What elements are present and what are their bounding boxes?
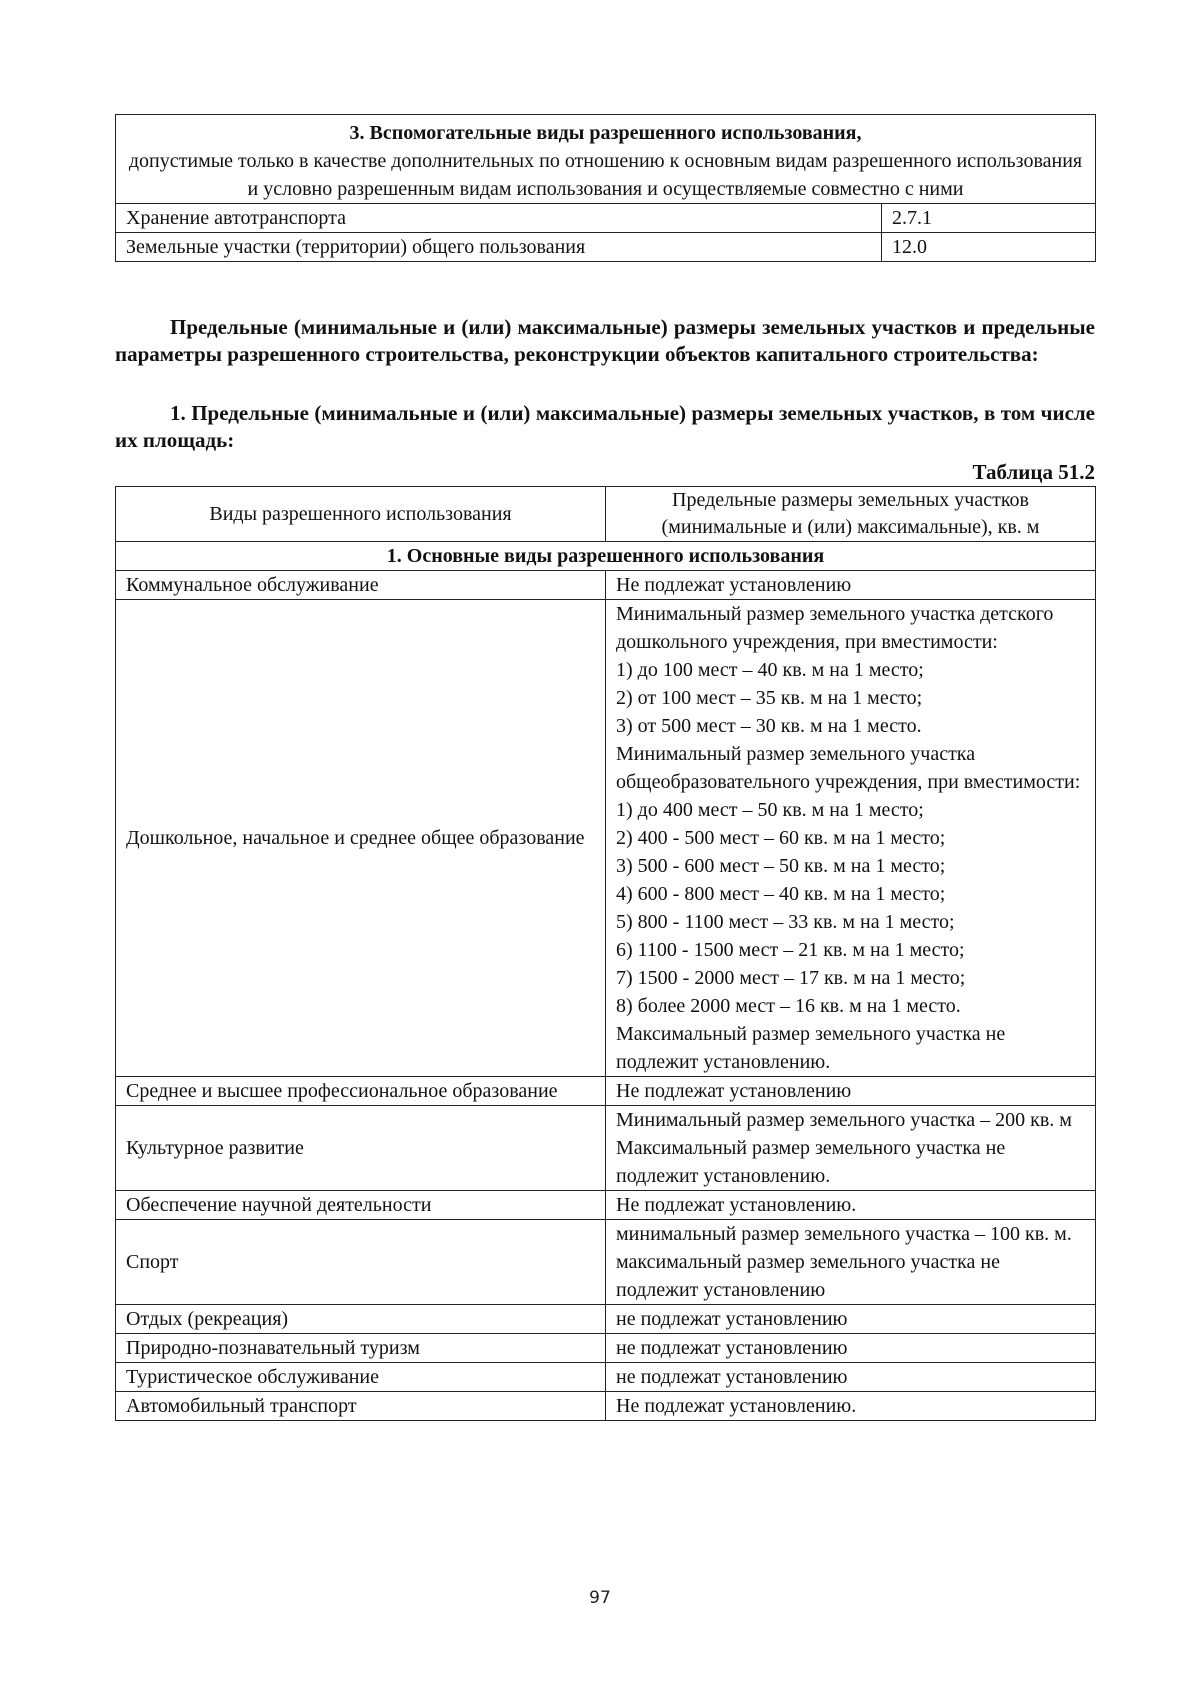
table-row (116, 600, 1096, 1077)
use-name-cell: Автомобильный транспорт (116, 1392, 606, 1421)
table-row (116, 1392, 1096, 1421)
use-name-cell: Спорт (116, 1220, 606, 1305)
auxiliary-uses-table (115, 114, 1096, 262)
size-value-cell: Не подлежат установлению (606, 571, 1096, 600)
table-header-row (116, 487, 1096, 542)
size-value-cell: Не подлежат установлению. (606, 1392, 1096, 1421)
page-number: 97 (589, 1588, 611, 1608)
plot-sizes-table (115, 486, 1096, 1421)
table-row (116, 571, 1096, 600)
use-name-cell: Дошкольное, начальное и среднее общее образование (116, 600, 606, 1077)
use-code-cell: 2.7.1 (882, 204, 1096, 233)
use-name-cell: Обеспечение научной деятельности (116, 1191, 606, 1220)
size-value-cell: минимальный размер земельного участка – 100 кв. м. максимальный размер земельного участка не подлежит установлению (606, 1220, 1096, 1305)
section-title: 1. Основные виды разрешенного использования (116, 542, 1096, 571)
auxiliary-uses-header (116, 115, 1096, 204)
auxiliary-uses-header-row (116, 115, 1096, 204)
use-name-cell: Хранение автотранспорта (116, 204, 882, 233)
use-name-cell: Земельные участки (территории) общего пользования (116, 233, 882, 262)
auxiliary-uses-title: 3. Вспомогательные виды разрешенного использования, (349, 122, 862, 144)
table-row (116, 1220, 1096, 1305)
use-name-cell: Среднее и высшее профессиональное образование (116, 1077, 606, 1106)
use-name-cell: Природно-познавательный туризм (116, 1334, 606, 1363)
size-value-cell: не подлежат установлению (606, 1334, 1096, 1363)
use-name-cell: Культурное развитие (116, 1106, 606, 1191)
use-name-cell: Туристическое обслуживание (116, 1363, 606, 1392)
limits-intro-paragraph: Предельные (минимальные и (или) максимальные) размеры земельных участков и предельные параметры разрешенного строительства, реконструкции объектов капитального строительства: (115, 315, 1095, 366)
table-row (116, 1191, 1096, 1220)
size-value-cell: Минимальный размер земельного участка детского дошкольного учреждения, при вместимости: 1) до 100 мест – 40 кв. м на 1 место; 2) от 100 мест – 35 кв. м на 1 место; 3) от 500 мест – 30 кв. м на 1 место. Минимальный размер земельного участка общеобразовательного учреждения, при вместимости: 1) до 400 мест – 50 кв. м на 1 место; 2) 400 - 500 мест – 60 кв. м на 1 место; 3) 500 - 600 мест – 50 кв. м на 1 место; 4) 600 - 800 мест – 40 кв. м на 1 место; 5) 800 - 1100 мест – 33 кв. м на 1 место; 6) 1100 - 1500 мест – 21 кв. м на 1 место; 7) 1500 - 2000 мест – 17 кв. м на 1 место; 8) более 2000 мест – 16 кв. м на 1 место. Максимальный размер земельного участка не подлежит установлению. (606, 600, 1096, 1077)
use-name-cell: Отдых (рекреация) (116, 1305, 606, 1334)
table-caption: Таблица 51.2 (972, 460, 1095, 484)
table-row (116, 1077, 1096, 1106)
plot-sizes-paragraph: 1. Предельные (минимальные и (или) максимальные) размеры земельных участков, в том числе их площадь: (115, 401, 1095, 452)
table-row (116, 1334, 1096, 1363)
column-header-uses: Виды разрешенного использования (116, 487, 606, 542)
use-name-cell: Коммунальное обслуживание (116, 571, 606, 600)
table-row (116, 233, 1096, 262)
table-row (116, 204, 1096, 233)
size-value-cell: не подлежат установлению (606, 1305, 1096, 1334)
table-row (116, 1363, 1096, 1392)
table-row (116, 1305, 1096, 1334)
column-header-sizes: Предельные размеры земельных участков (минимальные и (или) максимальные), кв. м (606, 487, 1096, 542)
size-value-cell: не подлежат установлению (606, 1363, 1096, 1392)
size-value-cell: Не подлежат установлению. (606, 1191, 1096, 1220)
size-value-cell: Не подлежат установлению (606, 1077, 1096, 1106)
size-value-cell: Минимальный размер земельного участка – 200 кв. м Максимальный размер земельного участка не подлежит установлению. (606, 1106, 1096, 1191)
auxiliary-uses-description: допустимые только в качестве дополнительных по отношению к основным видам разрешенного использования и условно разрешенным видам использования и осуществляемые совместно с ними (128, 150, 1083, 200)
use-code-cell: 12.0 (882, 233, 1096, 262)
table-row (116, 1106, 1096, 1191)
section-row (116, 542, 1096, 571)
